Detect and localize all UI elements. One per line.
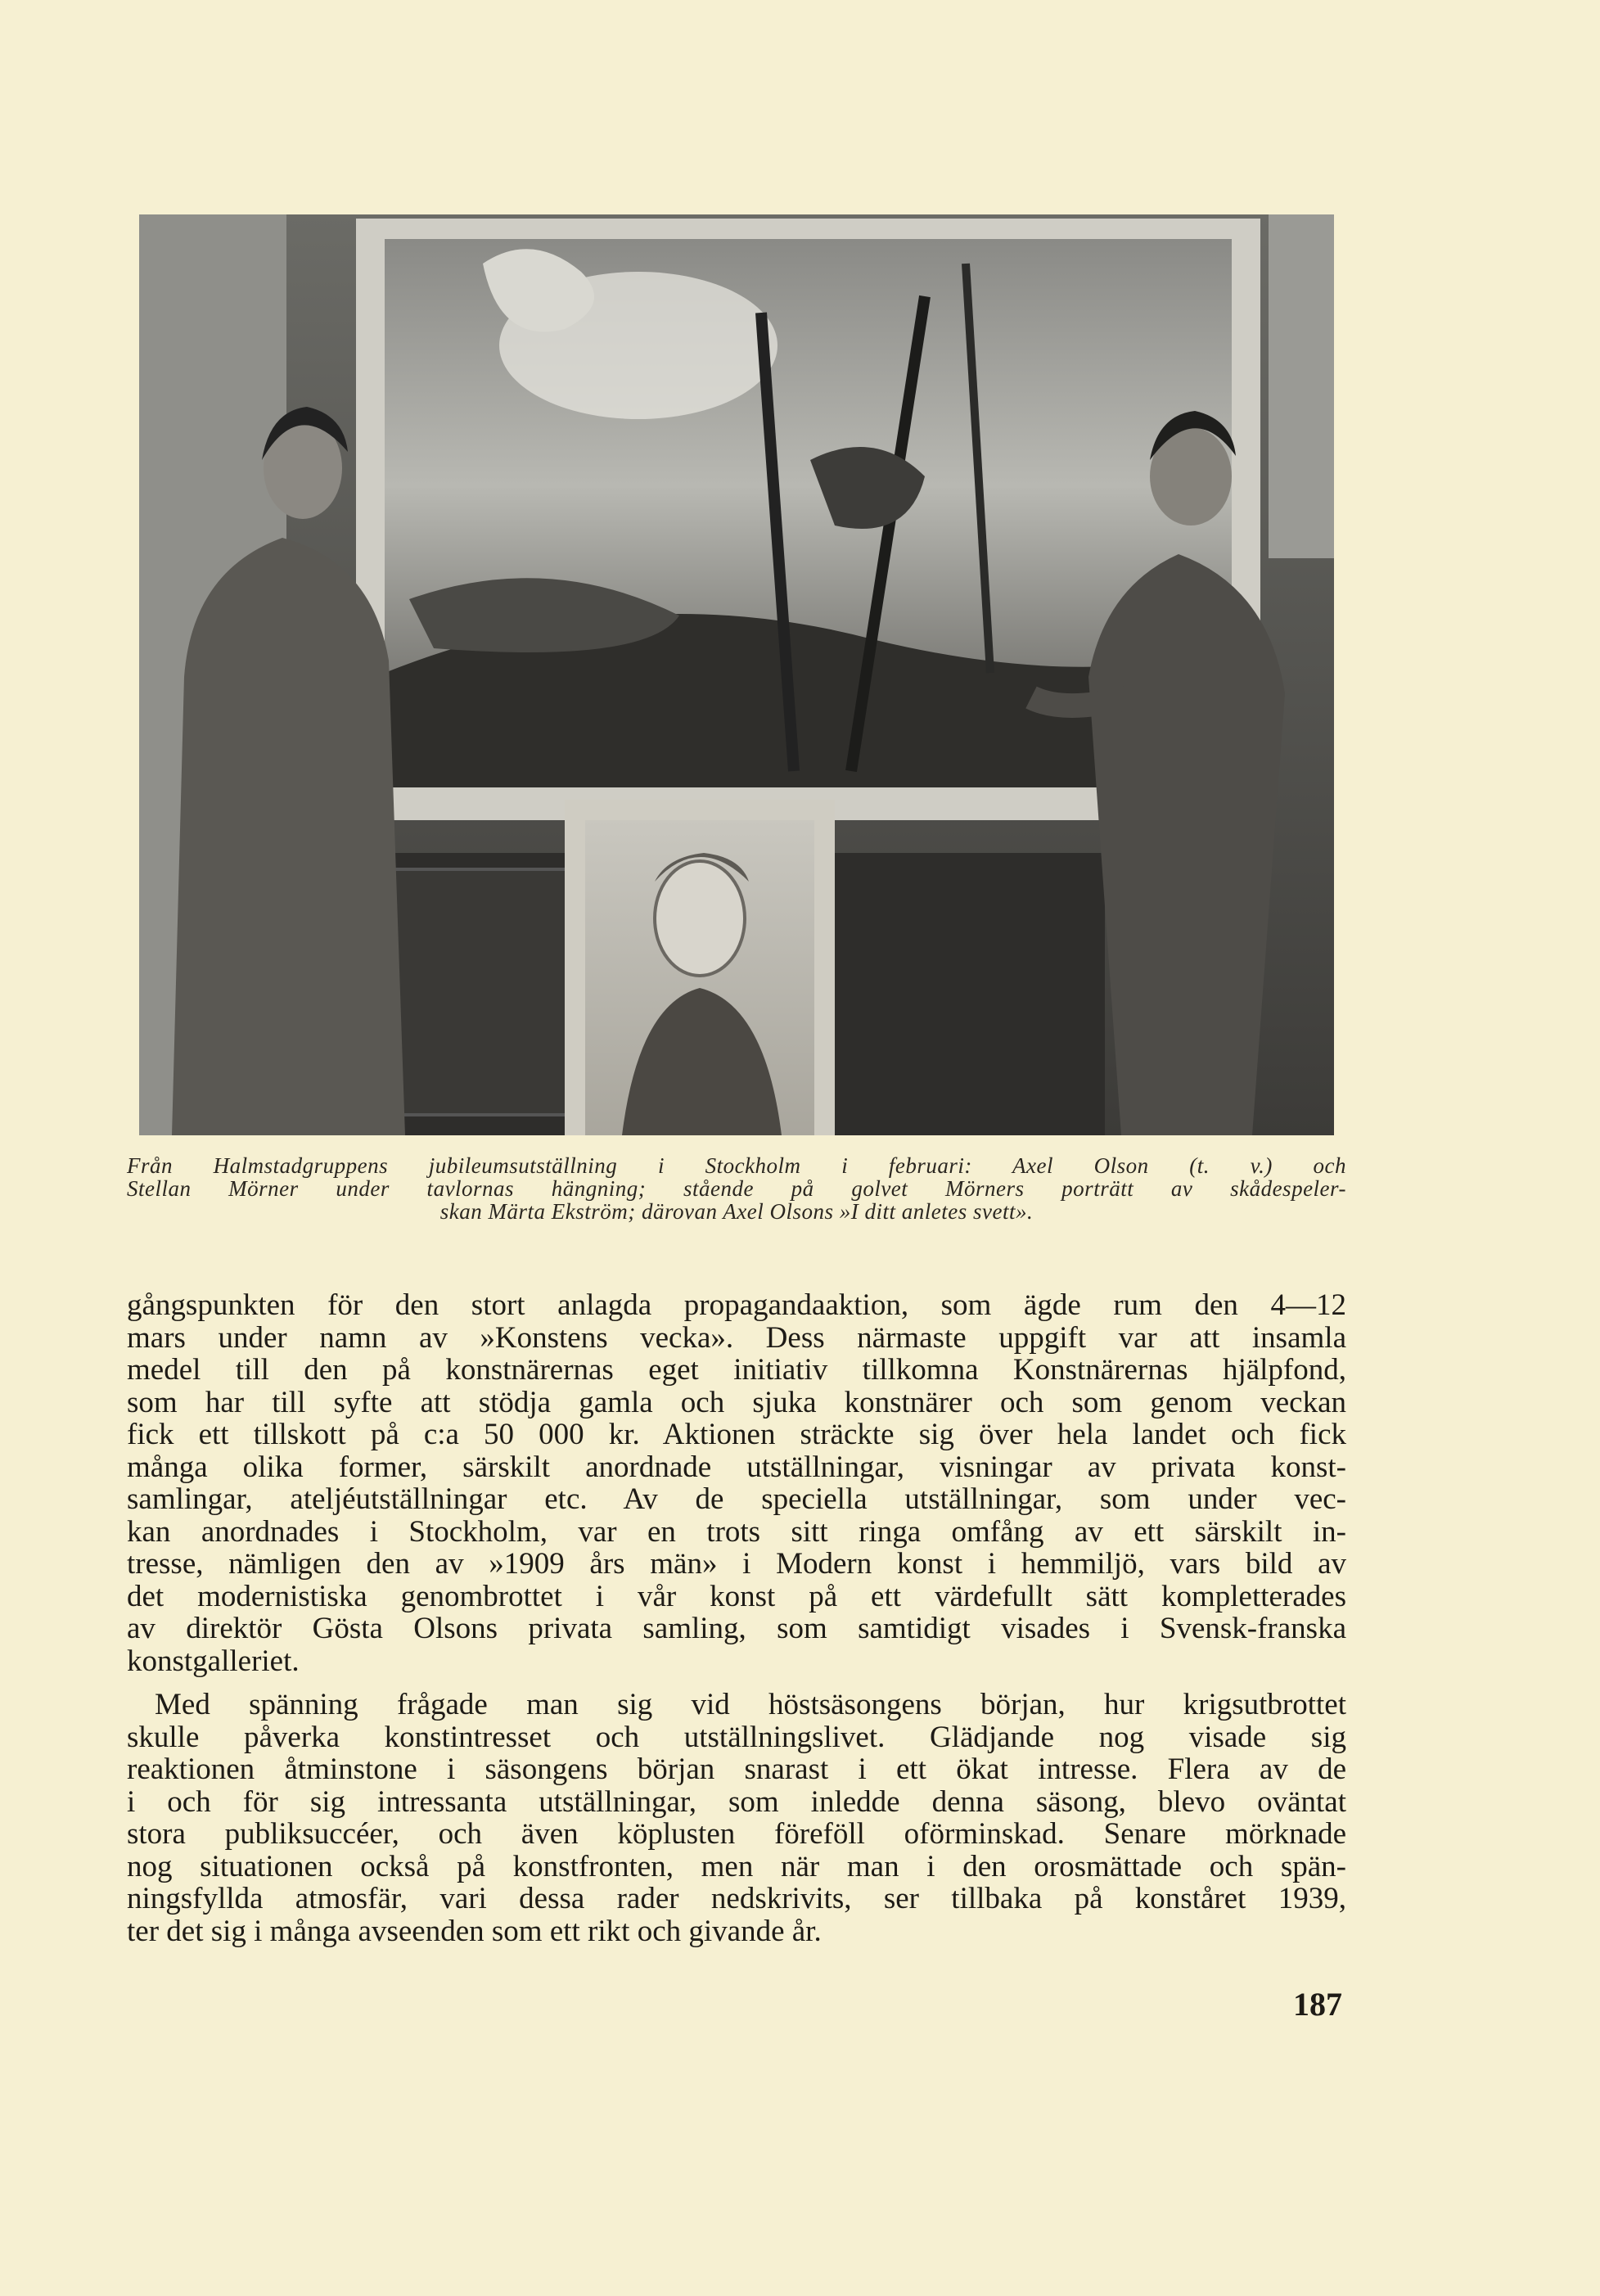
text-line: ter det sig i många avseenden som ett rikt och givande år.: [127, 1914, 822, 1948]
text-line: Med spänning frågade man sig vid höstsäsongens början, hur krigsutbrottet: [155, 1688, 1346, 1721]
text-line: i och för sig intressanta utställningar, som inledde denna säsong, blevo oväntat: [127, 1784, 1346, 1819]
text-line: nog situationen också på konstfronten, men när man i den orosmättade och spän-: [127, 1849, 1346, 1883]
caption-line: Stellan Mörner under tavlornas hängning; stående på golvet Mörners porträtt av skådespeler-: [127, 1176, 1346, 1201]
text-line: det modernistiska genombrottet i vår konst på ett värdefullt sätt kompletterades: [127, 1579, 1346, 1613]
text-line: konstgalleriet.: [127, 1644, 300, 1678]
text-line: tresse, nämligen den av »1909 års män» i Modern konst i hemmiljö, vars bild av: [127, 1547, 1346, 1581]
body-text: [127, 1289, 1346, 1947]
caption-line: Från Halmstadgruppens jubileumsutställning i Stockholm i februari: Axel Olson (t. v.) och: [127, 1153, 1346, 1178]
text-line: fick ett tillskott på c:a 50 000 kr. Aktionen sträckte sig över hela landet och fick: [127, 1418, 1346, 1451]
text-line: gångspunkten för den stort anlagda propagandaaktion, som ägde rum den 4—12: [127, 1288, 1346, 1322]
text-line: ningsfyllda atmosfär, vari dessa rader nedskrivits, ser tillbaka på konståret 1939,: [127, 1882, 1346, 1915]
text-line: mars under namn av »Konstens vecka». Dess närmaste uppgift var att insamla: [127, 1320, 1346, 1355]
text-line: kan anordnades i Stockholm, var en trots sitt ringa omfång av ett särskilt in-: [127, 1514, 1346, 1549]
page-number: 187: [1293, 1986, 1342, 2023]
text-line: många olika former, särskilt anordnade utställningar, visningar av privata konst-: [127, 1450, 1346, 1484]
exhibition-photograph: [139, 214, 1334, 1135]
figure-caption: [127, 1154, 1346, 1223]
text-line: reaktionen åtminstone i säsongens början snarast i ett ökat intresse. Flera av de: [127, 1752, 1346, 1786]
text-line: skulle påverka konstintresset och utställningslivet. Glädjande nog visade sig: [127, 1720, 1346, 1754]
text-line: av direktör Gösta Olsons privata samling, som samtidigt visades i Svensk-franska: [127, 1612, 1346, 1645]
text-line: medel till den på konstnärernas eget initiativ tillkomna Konstnärernas hjälpfond,: [127, 1353, 1346, 1387]
text-line: samlingar, ateljéutställningar etc. Av de speciella utställningar, som under vec-: [127, 1482, 1346, 1516]
caption-line: skan Märta Ekström; därovan Axel Olsons »I ditt anletes svett».: [439, 1199, 1034, 1224]
text-line: som har till syfte att stödja gamla och sjuka konstnärer och som genom veckan: [127, 1385, 1346, 1419]
text-line: stora publiksuccéer, och även köplusten föreföll oförminskad. Senare mörknade: [127, 1817, 1346, 1851]
